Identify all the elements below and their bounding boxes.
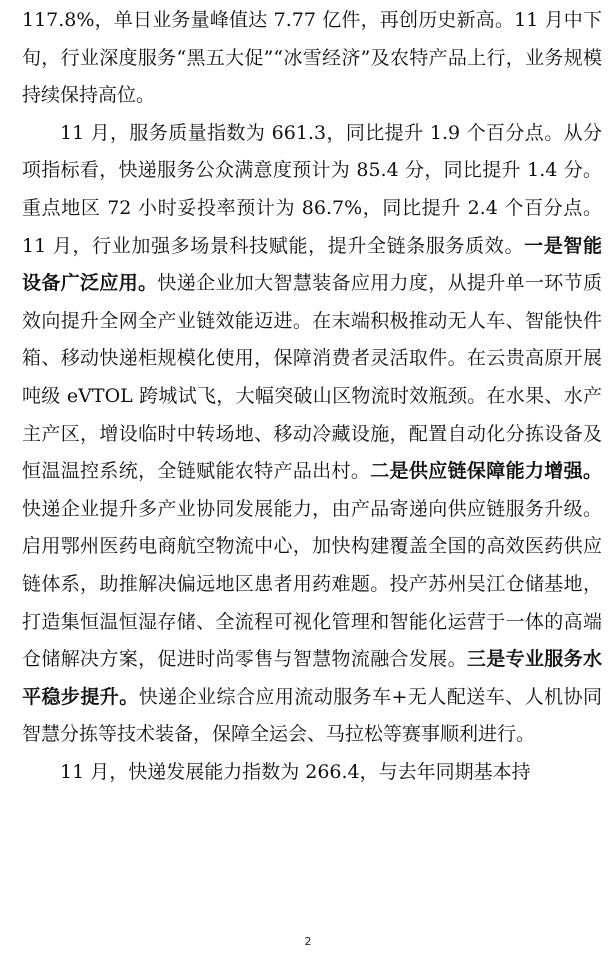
paragraph-business-volume xyxy=(22,2,602,115)
page-number: 2 xyxy=(304,935,312,948)
paragraph-development-capacity xyxy=(22,754,602,792)
paragraph-text: 快递企业加大智慧装备应用力度，从提升单一环节质效向提升全网全产业链效能迈进。在末端积极推动无人车、智能快件箱、移动快递柜规模化使用，保障消费者灵活取件。在云贵高原开展吨级 eVTOL 跨城试飞，大幅突破山区物流时效瓶颈。在水果、水产主产区，增设临时中转场地、移动冷藏设施，配置自动化分拣设备及恒温温控系统，全链赋能农特产品出村。 xyxy=(22,272,602,483)
bold-heading-text: 三是专业服务水平稳步提升。 xyxy=(22,648,602,708)
bold-heading-text: 一是智能设备广泛应用。 xyxy=(22,234,602,295)
paragraph-text: 11 月，快递发展能力指数为 266.4，与去年同期基本持 xyxy=(60,760,531,783)
body-text xyxy=(22,2,602,791)
paragraph-service-quality xyxy=(22,115,602,754)
paragraph-text: 117.8%，单日业务量峰值达 7.77 亿件，再创历史新高。11 月中下旬，行业深度服务“黑五大促”“冰雪经济”及农特产品上行，业务规模持续保持高位。 xyxy=(22,9,602,107)
paragraph-text: 快递企业提升多产业协同发展能力，由产品寄递向供应链服务升级。启用鄂州医药电商航空物流中心，加快构建覆盖全国的高效医药供应链体系，助推解决偏远地区患者用药难题。投产苏州吴江仓储基地，打造集恒温恒湿存储、全流程可视化管理和智能化运营于一体的高端仓储解决方案，促进时尚零售与智慧物流融合发展。 xyxy=(22,497,602,671)
paragraph-text: 快递企业综合应用流动服务车+无人配送车、人机协同智慧分拣等技术装备，保障全运会、马拉松等赛事顺利进行。 xyxy=(22,685,602,746)
bold-heading-text: 二是供应链保障能力增强。 xyxy=(370,460,602,483)
paragraph-text: 11 月，服务质量指数为 661.3，同比提升 1.9 个百分点。从分项指标看，快递服务公众满意度预计为 85.4 分，同比提升 1.4 分。重点地区 72 小时妥投率预计为 86.7%，同比提升 2.4 个百分点。11 月，行业加强多场景科技赋能，提升全链条服务质效。 xyxy=(22,121,602,257)
